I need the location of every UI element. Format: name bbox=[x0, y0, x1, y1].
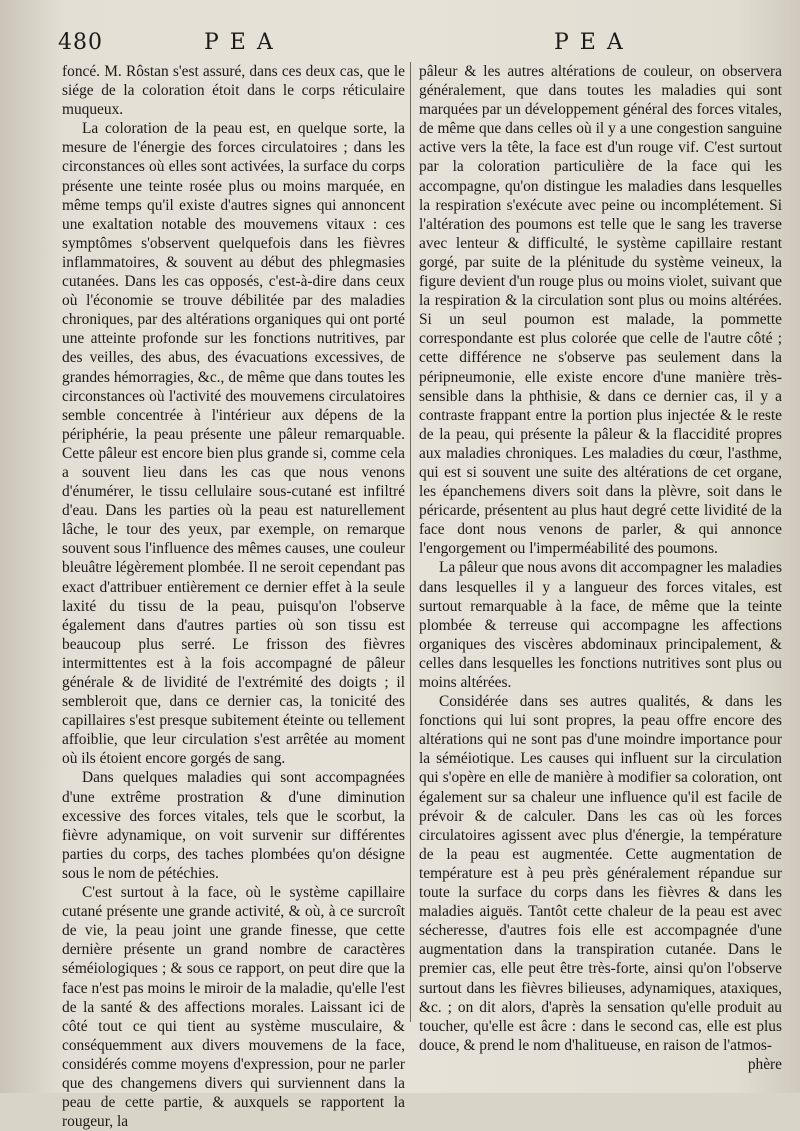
paragraph: La pâleur que nous avons dit accompagner les maladies dans lesquelles il y a langueur des forces vitales, est surtout remarquable à la face, de même que la teinte plombée & terreuse qui accompagne les affections organiques des viscères abdominaux principalement, & celles dans lesquelles les fonctions nutritives sont plus ou moins altérées. bbox=[419, 559, 782, 691]
paragraph: pâleur & les autres altérations de couleur, on observera généralement, que dans toutes les maladies qui sont marquées par un développement général des forces vitales, de même que dans celles où il y a une congestion sanguine active vers la tête, la face est d'un rouge vif. C'est surtout par la coloration particulière de la face qui les accompagne, qu'on distingue les maladies dans lesquelles la respiration s'exécute avec peine ou incomplétement. Si l'altération des poumons est telle que le sang les traverse avec lenteur & difficulté, le système capillaire restant gorgé, par suite de la plénitude du système veineux, la figure devient d'un rouge plus ou moins violet, suivant que la respiration & la circulation sont plus ou moins altérées. Si un seul poumon est malade, la pommette correspondante est plus colorée que celle de l'autre côté ; cette différence ne s'observe pas seulement dans la péripneumonie, elle existe encore d'une manière très-sensible dans la phthisie, & dans ce dernier cas, il y a contraste frappant entre la portion plus injectée & le reste de la peau, qui présente la pâleur & la flaccidité propres aux maladies chroniques. Les maladies du cœur, l'asthme, qui est si souvent une suite des altérations de cet organe, les épanchemens divers soit dans la plèvre, soit dans le péricarde, présentent au plus haut degré cette lividité de la face dont nous venons de parler, & qui annonce l'engorgement ou l'imperméabilité des poumons. bbox=[419, 63, 782, 558]
left-column bbox=[62, 62, 405, 1131]
paragraph: Considérée dans ses autres qualités, & dans les fonctions qui lui sont propres, la peau offre encore des altérations qui ne sont pas d'une moindre importance pour la séméiotique. Les causes qui influent sur la circulation qui s'opère en elle de manière à modifier sa coloration, ont également sur sa chaleur une influence qu'il est facile de prévoir & de calculer. Dans les cas où les forces circulatoires agissent avec plus d'énergie, la température de la peau est augmentée. Cette augmentation de température est à peu près généralement répandue sur toute la surface du corps dans les fièvres & dans les maladies aiguës. Tantôt cette chaleur de la peau est avec sécheresse, d'autres fois elle est accompagnée d'une augmentation dans la transpiration cutanée. Dans le premier cas, elle peut être très-forte, ainsi qu'on l'observe surtout dans les fièvres bilieuses, adynamiques, ataxiques, &c. ; on dit alors, d'après la sensation qu'elle produit au toucher, qu'elle est âcre : dans le second cas, elle est plus douce, & prend le nom d'halitueuse, en raison de l'atmos- bbox=[419, 693, 782, 1054]
page-header bbox=[58, 30, 760, 58]
page-number: 480 bbox=[58, 30, 103, 55]
running-head-left: PEA bbox=[204, 30, 284, 55]
right-column bbox=[419, 62, 782, 1074]
paragraph: C'est surtout à la face, où le système capillaire cutané présente une grande activité, & où, à ce surcroît de vie, la peau joint une grande finesse, que cette dernière présente un grand nombre de caractères séméiologiques ; & sous ce rapport, on peut dire que la face n'est pas moins le miroir de la maladie, qu'elle l'est de la santé & des affections morales. Laissant ici de côté tout ce qui tient au système musculaire, & conséquemment aux divers mouvemens de la face, considérés comme moyens d'expression, pour ne parler que des changemens divers qui surviennent dans la peau de cette partie, & auxquels se rapportent la rougeur, la bbox=[62, 884, 405, 1131]
column-divider bbox=[410, 62, 411, 1022]
paragraph: La coloration de la peau est, en quelque sorte, la mesure de l'énergie des forces circulatoires ; dans les circonstances où elles sont activées, la surface du corps présente une teinte rosée plus ou moins marquée, en même temps qu'il existe d'autres signes qui annoncent une exaltation notable des mouvemens vitaux : ces symptômes s'observent quelquefois dans les fièvres inflammatoires, & souvent au début des phlegmasies cutanées. Dans les cas opposés, c'est-à-dire dans ceux où l'économie se trouve débilitée par des maladies chroniques, par des altérations organiques qui ont porté une atteinte profonde sur les fonctions nutritives, par des veilles, des abus, des évacuations excessives, de grandes hémorragies, &c., de même que dans toutes les circonstances où l'activité des mouvemens circulatoires semble concentrée à l'intérieur aux dépens de la périphérie, la peau présente une pâleur remarquable. Cette pâleur est encore bien plus grande si, comme cela a souvent lieu dans les cas que nous venons d'énumérer, le tissu cellulaire sous-cutané est infiltré d'eau. Dans les parties où la peau est naturellement lâche, le tour des yeux, par exemple, on remarque souvent sous l'influence des mêmes causes, une couleur bleuâtre légèrement plombée. Il ne seroit cependant pas exact d'attribuer entièrement ce dernier effet à la seule laxité du tissu de la peau, puisqu'on l'observe également dans d'autres parties où son tissu est beaucoup plus serré. Le frisson des fièvres intermittentes est à la fois accompagné de pâleur générale & de lividité de l'extrémité des doigts ; il sembleroit que, dans ce dernier cas, la tonicité des capillaires s'est presque subitement éteinte ou tellement affoiblie, que leur circulation s'est arrêtée au moment où ils étoient encore gorgés de sang. bbox=[62, 120, 405, 768]
running-head-right: PEA bbox=[554, 30, 634, 55]
paragraph: Dans quelques maladies qui sont accompagnées d'une extrême prostration & d'une diminution excessive des forces vitales, tels que le scorbut, la fièvre adynamique, on voit survenir sur différentes parties du corps, des taches plombées qu'on désigne sous le nom de pétéchies. bbox=[62, 769, 405, 882]
catchword: phère bbox=[747, 1055, 782, 1073]
paragraph: foncé. M. Rôstan s'est assuré, dans ces deux cas, que le siége de la coloration étoit dans le corps réticulaire muqueux. bbox=[62, 63, 405, 119]
